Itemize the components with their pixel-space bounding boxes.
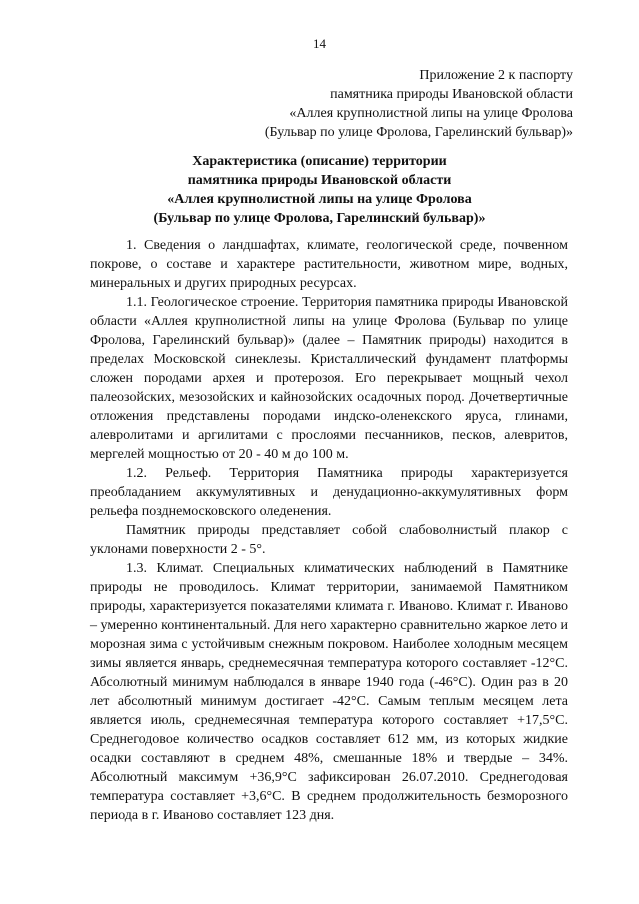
title-line: (Бульвар по улице Фролова, Гарелинский бульвар)» bbox=[153, 211, 486, 226]
appendix-line: Приложение 2 к паспорту bbox=[419, 68, 573, 83]
appendix-line: (Бульвар по улице Фролова, Гарелинский бульвар)» bbox=[264, 125, 573, 140]
page-number: 14 bbox=[313, 36, 326, 51]
appendix-line: «Аллея крупнолистной липы на улице Фролова bbox=[289, 106, 573, 121]
title-line: памятника природы Ивановской области bbox=[187, 173, 452, 188]
document-body bbox=[90, 236, 568, 825]
paragraph-relief: 1.2. Рельеф. Территория Памятника природы характеризуется преобладанием аккумулятивных и денудационно-аккумулятивных форм рельефа позднемосковского оледенения. bbox=[90, 466, 568, 519]
paragraph-geology: 1.1. Геологическое строение. Территория памятника природы Ивановской области «Аллея крупнолистной липы на улице Фролова (Бульвар по улице Фролова, Гарелинский бульвар)» (далее – Памятник природы) находится в пределах Московской синеклезы. Кристаллический фундамент платформы сложен породами архея и протерозоя. Его перекрывает мощный чехол палеозойских, мезозойских и кайнозойских осадочных пород. Дочетвертичные отложения представлены породами индско-оленекского яруса, глинами, алевролитами и аргилитами с прослоями песчанников, песков, алевритов, мергелей мощностью от 20 - 40 м до 100 м. bbox=[90, 295, 568, 462]
document-title bbox=[0, 152, 639, 228]
appendix-header bbox=[265, 66, 573, 142]
title-line: «Аллея крупнолистной липы на улице Фролова bbox=[167, 192, 472, 207]
paragraph-climate: 1.3. Климат. Специальных климатических наблюдений в Памятнике природы не проводилось. Климат территории, занимаемой Памятником природы, характеризуется показателями климата г. Иваново. Климат г. Иваново – умеренно континентальный. Для него характерно сравнительно жаркое лето и морозная зима с устойчивым снежным покровом. Наиболее холодным месяцем зимы является январь, среднемесячная температура которого составляет -12°С. Абсолютный минимум наблюдался в январе 1940 года (-46°С). Один раз в 20 лет абсолютный минимум достигает -42°С. Самым теплым месяцем лета является июль, среднемесячная температура которого составляет +17,5°С. Среднегодовое количество осадков составляет 612 мм, из которых жидкие осадки составляют в среднем 48%, смешанные 18% и твердые – 34%. Абсолютный максимум +36,9°С зафиксирован 26.07.2010. Среднегодовая температура составляет +3,6°С. В среднем продолжительность безморозного периода в г. Иваново составляет 123 дня. bbox=[90, 561, 568, 823]
paragraph-landscape-overview: 1. Сведения о ландшафтах, климате, геологической среде, почвенном покрове, о составе и характере растительности, животном мире, водных, минеральных и других природных ресурсах. bbox=[90, 238, 568, 291]
title-line: Характеристика (описание) территории bbox=[192, 154, 447, 169]
paragraph-plakor: Памятник природы представляет собой слабоволнистый плакор с уклонами поверхности 2 - 5°. bbox=[90, 523, 568, 557]
appendix-line: памятника природы Ивановской области bbox=[330, 87, 573, 102]
